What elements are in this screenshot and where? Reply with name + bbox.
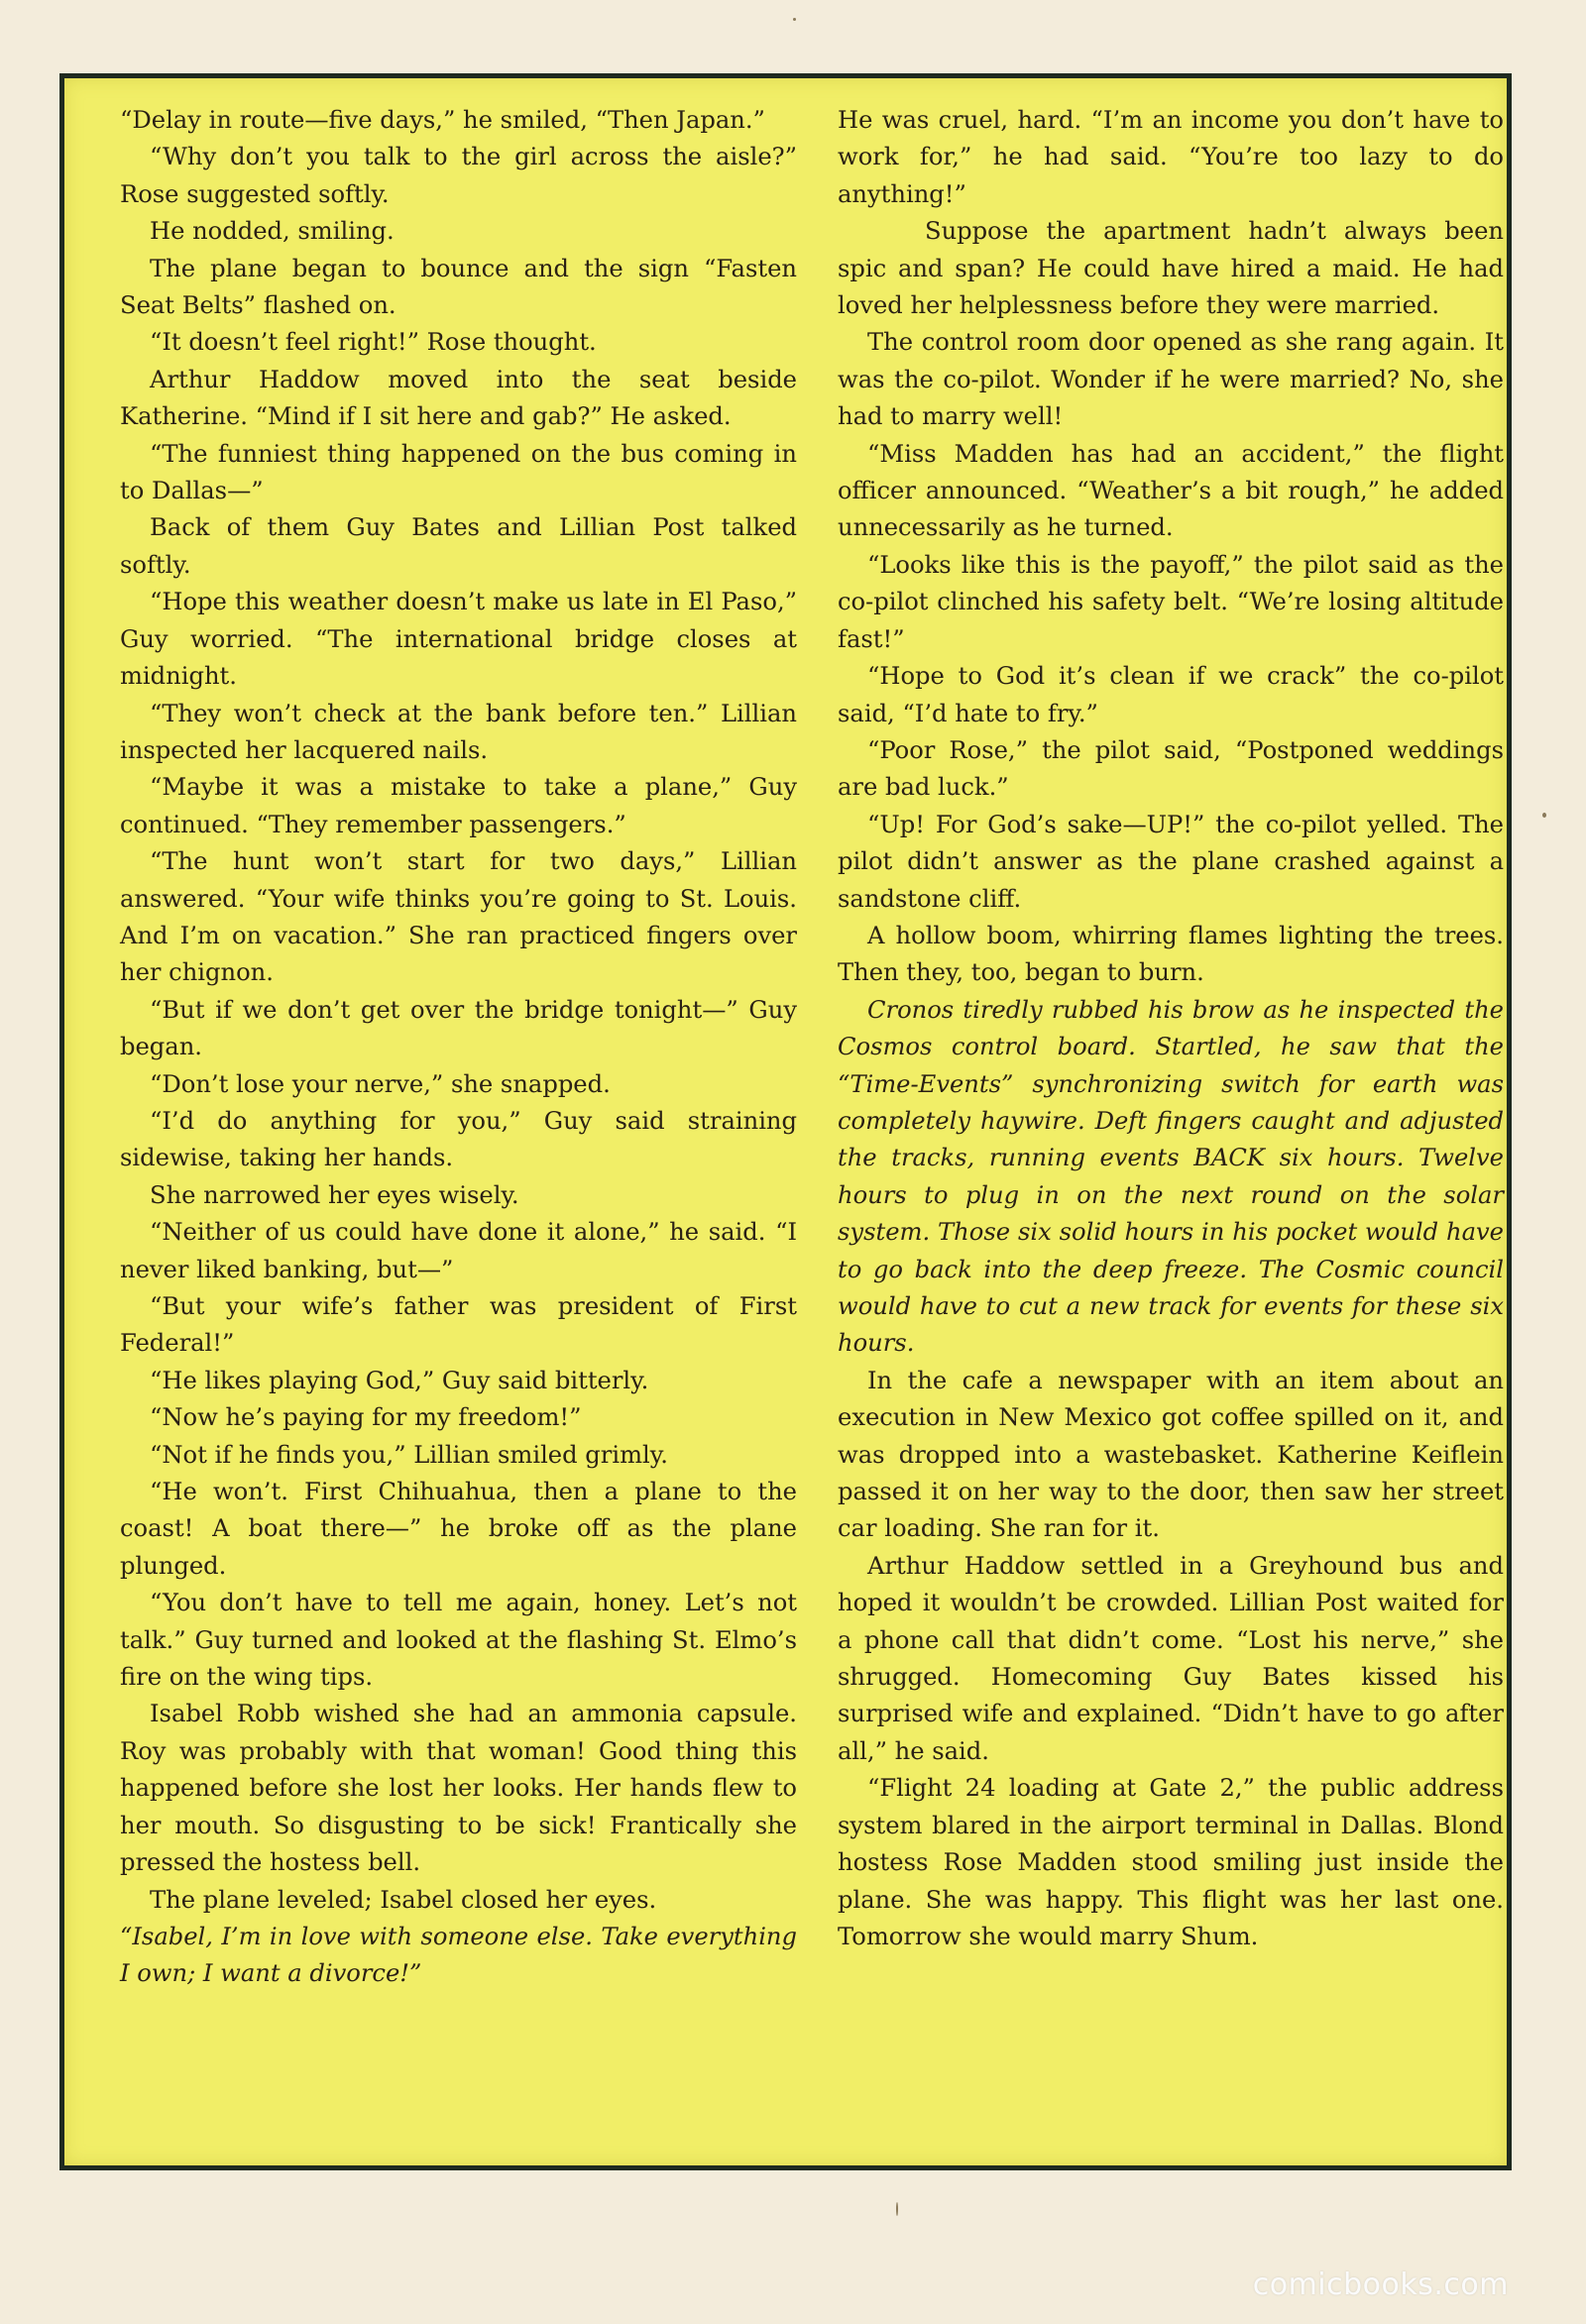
paragraph: “Miss Madden has had an accident,” the flight officer announced. “Weather’s a bit rough,” he added unnecessarily as he turned. [838, 439, 1504, 542]
paragraph: “You don’t have to tell me again, honey. Let’s not talk.” Guy turned and looked at the flashing St. Elmo’s fire on the wing tips. [120, 1589, 797, 1692]
paragraph: “Not if he finds you,” Lillian smiled grimly. [150, 1440, 668, 1469]
paragraph: “The hunt won’t start for two days,” Lillian answered. “Your wife thinks you’re going to St. Louis. And I’m on vacation.” She ran practiced fingers over her chignon. [120, 847, 797, 987]
paragraph: Suppose the apartment hadn’t always been spic and span? He could have hired a maid. He had loved her helplessness before they were married. [838, 217, 1504, 320]
paragraph: In the cafe a newspaper with an item about an execution in New Mexico got coffee spilled on it, and was dropped into a wastebasket. Katherine Keiflein passed it on her way to the door, then saw her street car loading. She ran for it. [838, 1366, 1504, 1543]
paragraph: Back of them Guy Bates and Lillian Post talked softly. [120, 513, 797, 579]
paragraph-italic: “Isabel, I’m in love with someone else. Take everything I own; I want a divorce!” [120, 1922, 797, 1988]
paragraph: “Poor Rose,” the pilot said, “Postponed weddings are bad luck.” [838, 735, 1504, 802]
paragraph: “Neither of us could have done it alone,” he said. “I never liked banking, but—” [120, 1218, 797, 1283]
paragraph: “He likes playing God,” Guy said bitterly. [150, 1366, 649, 1394]
paragraph: “The funniest thing happened on the bus coming in to Dallas—” [120, 439, 797, 505]
paragraph: “But your wife’s father was president of First Federal!” [120, 1292, 797, 1358]
paragraph: “But if we don’t get over the bridge tonight—” Guy began. [120, 995, 797, 1061]
text-column-right [838, 102, 1504, 1955]
paragraph: “Hope to God it’s clean if we crack” the co-pilot said, “I’d hate to fry.” [838, 662, 1504, 727]
paragraph: The plane began to bounce and the sign “Fasten Seat Belts” flashed on. [120, 254, 797, 320]
paragraph: “Flight 24 loading at Gate 2,” the public address system blared in the airport terminal in Dallas. Blond hostess Rose Madden stood smiling just inside the plane. She was happy. This flight was her last one. Tomorrow she would marry Shum. [838, 1774, 1504, 1950]
paragraph: “Looks like this is the payoff,” the pilot said as the co-pilot clinched his safety belt. “We’re losing altitude fast!” [838, 550, 1504, 653]
paragraph: “Maybe it was a mistake to take a plane,” Guy continued. “They remember passengers.” [120, 773, 797, 838]
paper-speck [896, 2202, 898, 2216]
paragraph: Arthur Haddow settled in a Greyhound bus and hoped it wouldn’t be crowded. Lillian Post waited for a phone call that didn’t come. “Lost his nerve,” she shrugged. Homecoming Guy Bates kissed his surprised wife and explained. “Didn’t have to go after all,” he said. [838, 1551, 1504, 1765]
text-column-left [120, 102, 797, 1993]
paragraph: She narrowed her eyes wisely. [150, 1180, 519, 1209]
paragraph: “Up! For God’s sake—UP!” the co-pilot yelled. The pilot didn’t answer as the plane crashed against a sandstone cliff. [838, 810, 1504, 913]
paragraph: Isabel Robb wished she had an ammonia capsule. Roy was probably with that woman! Good thing this happened before she lost her looks. Her hands flew to her mouth. So disgusting to be sick! Frantically she pressed the hostess bell. [120, 1700, 797, 1877]
paper-speck [793, 18, 796, 21]
paragraph: “Don’t lose your nerve,” she snapped. [150, 1069, 611, 1098]
paragraph: “It doesn’t feel right!” Rose thought. [150, 328, 597, 357]
paragraph: The control room door opened as she rang again. It was the co-pilot. Wonder if he were married? No, she had to marry well! [838, 328, 1504, 431]
paragraph-italic: Cronos tiredly rubbed his brow as he inspected the Cosmos control board. Startled, he saw that the “Time-Events” synchronizing switch for earth was completely haywire. Deft fingers caught and adjusted the tracks, running events BACK six hours. Twelve hours to plug in on the next round on the solar system. Those six solid hours in his pocket would have to go back into the deep freeze. The Cosmic council would have to cut a new track for events for these six hours. [838, 995, 1504, 1358]
paper-speck [1542, 813, 1546, 818]
paragraph: The plane leveled; Isabel closed her eyes. [150, 1885, 657, 1914]
watermark: comicbooks.com [1252, 2268, 1509, 2302]
story-panel [59, 73, 1512, 2170]
paragraph: Arthur Haddow moved into the seat beside Katherine. “Mind if I sit here and gab?” He asked. [120, 365, 797, 431]
paragraph: “Delay in route—five days,” he smiled, “Then Japan.” [120, 106, 765, 134]
paragraph: He was cruel, hard. “I’m an income you don’t have to work for,” he had said. “You’re too lazy to do anything!” [838, 106, 1504, 208]
paragraph: “Hope this weather doesn’t make us late in El Paso,” Guy worried. “The international bridge closes at midnight. [120, 588, 797, 691]
paragraph: He nodded, smiling. [150, 217, 395, 246]
paragraph: “Why don’t you talk to the girl across the aisle?” Rose suggested softly. [120, 143, 797, 208]
paragraph: “Now he’s paying for my freedom!” [150, 1403, 582, 1432]
paragraph: “He won’t. First Chihuahua, then a plane to the coast! A boat there—” he broke off as the plane plunged. [120, 1478, 797, 1580]
paragraph: “They won’t check at the bank before ten.” Lillian inspected her lacquered nails. [120, 699, 797, 764]
paragraph: “I’d do anything for you,” Guy said straining sidewise, taking her hands. [120, 1106, 797, 1172]
paragraph: A hollow boom, whirring flames lighting the trees. Then they, too, began to burn. [838, 921, 1504, 987]
